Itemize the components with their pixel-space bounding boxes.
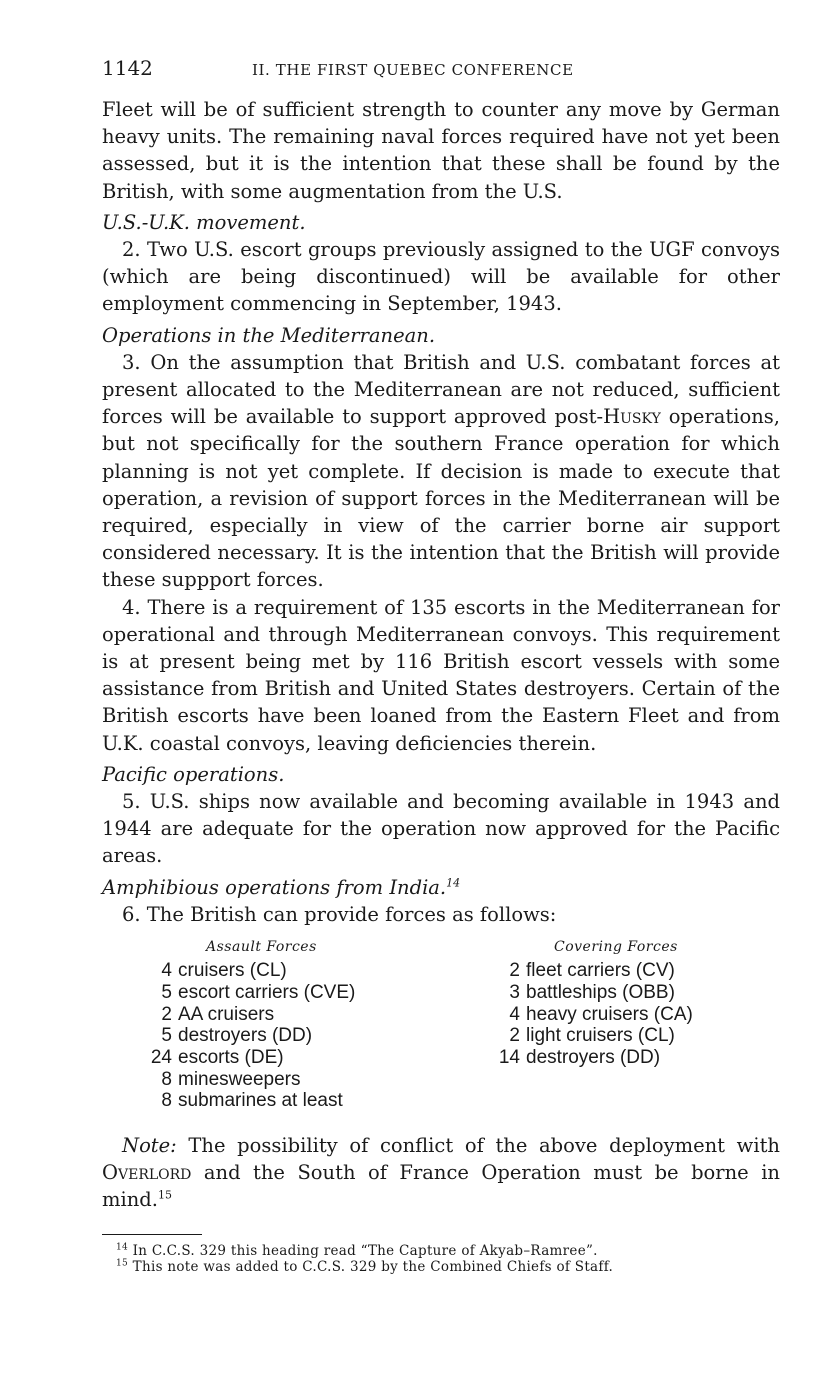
assault-force-count: 4 — [161, 960, 172, 982]
assault-force-count: 5 — [161, 981, 172, 1003]
assault-force-ship-type: escort carriers (CVE) — [178, 981, 356, 1003]
covering-force-row — [490, 1025, 693, 1047]
paragraph-5: 5. U.S. ships now available and becoming available in 1943 and 1944 are adequate for the operation now approved for the Pacific areas. — [102, 790, 780, 868]
assault-force-row — [142, 982, 490, 1004]
assault-force-row — [142, 1090, 490, 1112]
assault-force-ship-type: destroyers (DD) — [178, 1025, 313, 1047]
covering-force-row — [490, 960, 693, 982]
assault-force-ship-type: escorts (DE) — [178, 1046, 284, 1068]
footnote-ref-15: 15 — [157, 1188, 172, 1202]
assault-force-count: 24 — [150, 1046, 172, 1068]
assault-force-count: 8 — [161, 1090, 172, 1112]
assault-force-ship-type: minesweepers — [178, 1068, 301, 1090]
covering-force-count: 3 — [509, 981, 520, 1003]
footnote-14: $^{14}$ In C.C.S. 329 this heading read “The Capture of Akyab–Ramree”. — [116, 1242, 598, 1259]
paragraph-3: 3. On the assumption that British and U.S. combatant forces at present allocated to the Mediterranean are not reduced, sufficient forces will be available to support approved post-Husky operations, but not specifically for the southern France operation for which planning is not yet complete. If decision is made to execute that operation, a revision of support forces in the Mediterranean will be required, especially in view of the carrier borne air support considered necessary. It is the intention that the British will provide these suppport forces. — [102, 350, 780, 592]
note-label: Note: — [122, 1134, 177, 1158]
heading-pacific: Pacific operations. — [102, 762, 285, 786]
document-page — [102, 56, 780, 1275]
running-head: II. THE FIRST QUEBEC CONFERENCE — [252, 61, 574, 79]
covering-forces-title: Covering Forces — [554, 939, 678, 956]
heading-mediterranean: Operations in the Mediterranean. — [102, 323, 436, 347]
covering-force-ship-type: light cruisers (CL) — [526, 1025, 675, 1047]
covering-forces-column — [490, 934, 693, 1112]
footnote-15: $^{15}$ This note was added to C.C.S. 329 by the Combined Chiefs of Staff. — [116, 1258, 614, 1275]
paragraph-continued: Fleet will be of sufficient strength to counter any move by German heavy units. The remaining naval forces required have not yet been assessed, but it is the intention that these shall be found by the British, with some augmentation from the U.S. — [102, 98, 780, 203]
covering-force-ship-type: fleet carriers (CV) — [526, 960, 675, 982]
covering-force-row — [490, 982, 693, 1004]
husky-small-caps: Husky — [603, 405, 661, 429]
heading-us-uk-movement: U.S.-U.K. movement. — [102, 210, 306, 234]
page-number: 1142 — [102, 56, 153, 80]
paragraph-2: 2. Two U.S. escort groups previously assigned to the UGF convoys (which are being discontinued) will be available for other employment commencing in September, 1943. — [102, 238, 780, 316]
paragraph-6: 6. The British can provide forces as follows: — [122, 902, 557, 926]
forces-table — [102, 934, 780, 1112]
covering-force-count: 14 — [498, 1046, 520, 1068]
assault-forces-title: Assault Forces — [206, 939, 317, 956]
paragraph-4: 4. There is a requirement of 135 escorts in the Mediterranean for operational and through Mediterranean convoys. This requirement is at present being met by 116 British escort vessels with some assistance from British and United States destroyers. Certain of the British escorts have been loaned from the Eastern Fleet and from U.K. coastal convoys, leaving deficiencies therein. — [102, 595, 780, 755]
assault-force-count: 5 — [161, 1025, 172, 1047]
covering-force-row — [490, 1004, 693, 1026]
covering-force-ship-type: battleships (OBB) — [526, 981, 675, 1003]
assault-force-row — [142, 1047, 490, 1069]
assault-force-row — [142, 960, 490, 982]
assault-force-row — [142, 1069, 490, 1091]
covering-force-row — [490, 1047, 693, 1069]
covering-force-count: 2 — [509, 1025, 520, 1047]
note-paragraph: Note: The possibility of conflict of the above deployment with Overlord and the South of France Operation must be borne in mind.$^{15}$ — [102, 1134, 780, 1212]
overlord-small-caps: Overlord — [102, 1161, 192, 1185]
assault-force-count: 8 — [161, 1068, 172, 1090]
covering-force-count: 2 — [509, 960, 520, 982]
assault-force-ship-type: AA cruisers — [178, 1003, 275, 1025]
covering-force-ship-type: heavy cruisers (CA) — [526, 1003, 693, 1025]
covering-force-ship-type: destroyers (DD) — [526, 1046, 661, 1068]
assault-force-ship-type: cruisers (CL) — [178, 960, 287, 982]
assault-force-row — [142, 1025, 490, 1047]
assault-forces-column — [102, 934, 490, 1112]
assault-force-row — [142, 1004, 490, 1026]
footnote-ref-14: 14 — [446, 876, 461, 890]
assault-force-ship-type: submarines at least — [178, 1090, 343, 1112]
heading-india: Amphibious operations from India.$^{14}$ — [102, 875, 461, 899]
covering-force-count: 4 — [509, 1003, 520, 1025]
page-header — [102, 56, 780, 96]
footnotes — [102, 1243, 780, 1275]
assault-force-count: 2 — [161, 1003, 172, 1025]
